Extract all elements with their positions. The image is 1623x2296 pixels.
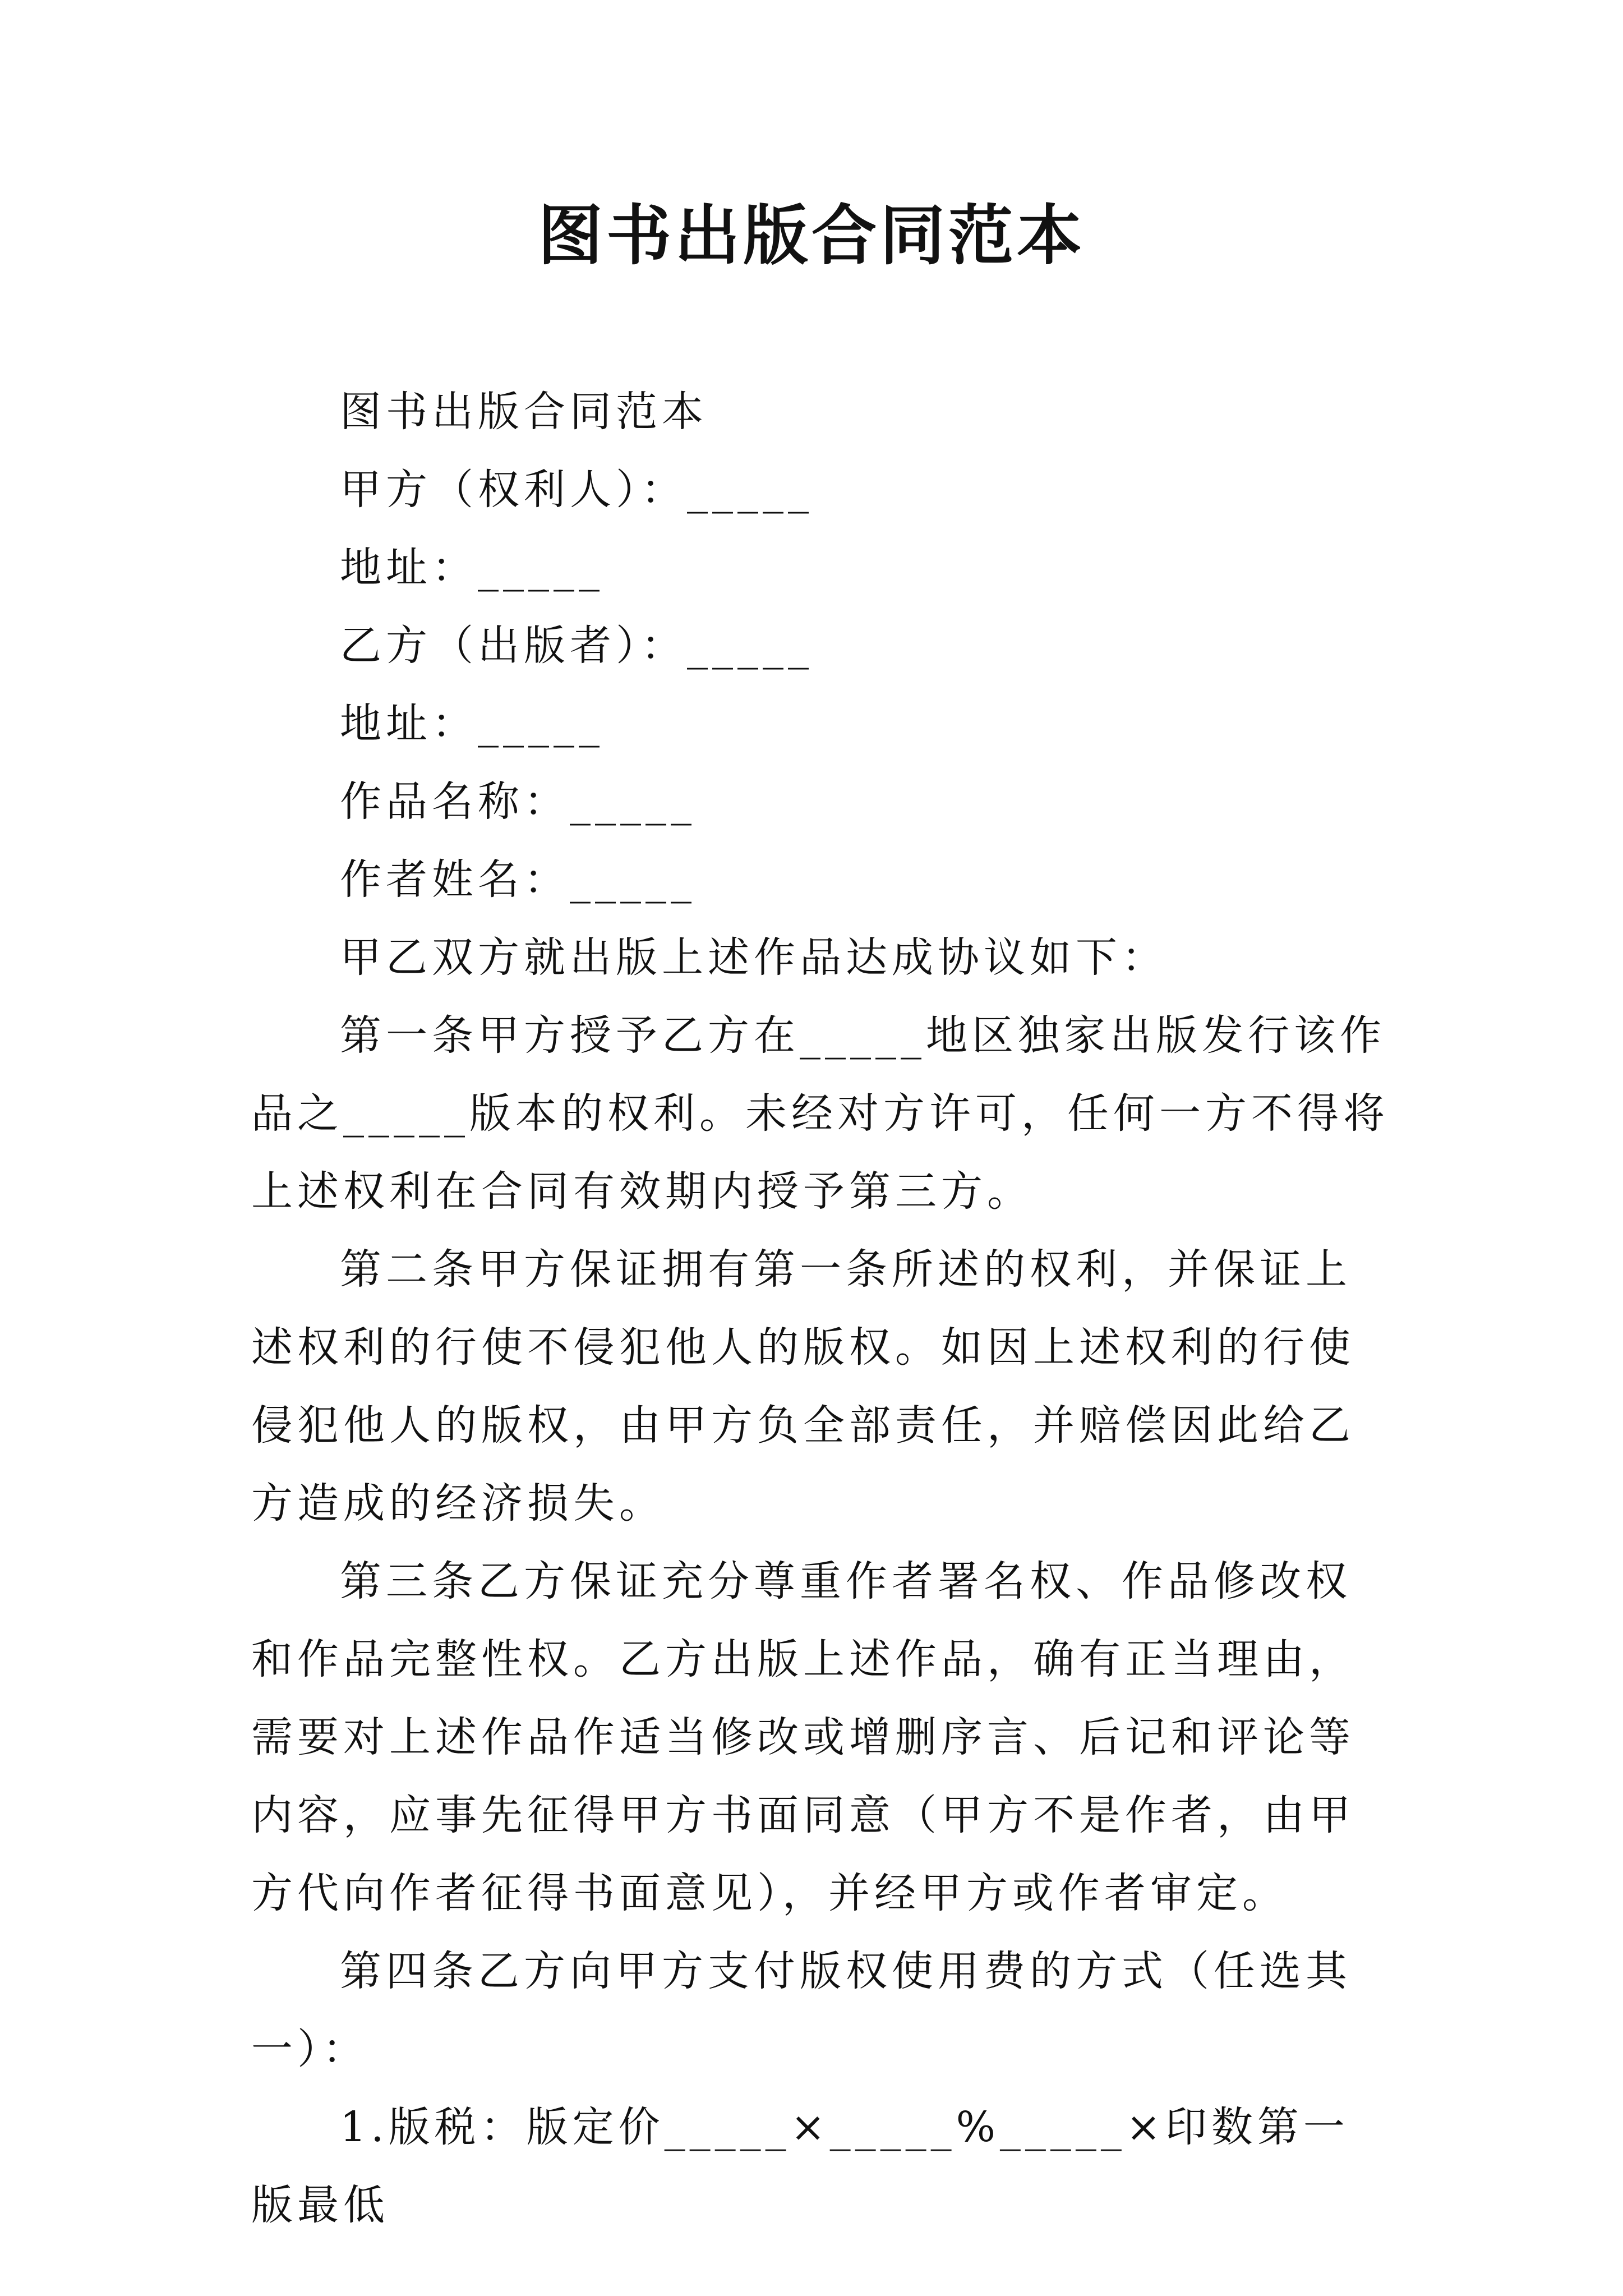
paragraph-heading: 图书出版合同范本	[340, 388, 708, 436]
paragraph-article-4: 第四条乙方向甲方支付版权使用费的方式（任选其一）：	[251, 1947, 1352, 2073]
paragraph-author-name: 作者姓名：_____	[340, 855, 696, 904]
document-title: 图书出版合同范本	[538, 197, 1085, 274]
paragraph-agreement-intro: 甲乙双方就出版上述作品达成协议如下：	[340, 933, 1168, 982]
paragraph-article-2: 第二条甲方保证拥有第一条所述的权利，并保证上述权利的行使不侵犯他人的版权。如因上述权利的行使侵犯他人的版权，由甲方负全部责任，并赔偿因此给乙方造成的经济损失。	[251, 1245, 1355, 1527]
paragraph-party-a: 甲方（权利人）：_____	[340, 466, 813, 514]
paragraph-party-a-address: 地址：_____	[340, 544, 604, 592]
paragraph-party-b: 乙方（出版者）：_____	[340, 622, 813, 670]
paragraph-work-title: 作品名称：_____	[340, 777, 696, 826]
paragraph-article-3: 第三条乙方保证充分尊重作者署名权、作品修改权和作品完整性权。乙方出版上述作品，确有正当理由，需要对上述作品作适当修改或增删序言、后记和评论等内容，应事先征得甲方书面同意（甲方不是作者，由甲方代向作者征得书面意见），并经甲方或作者审定。	[251, 1557, 1355, 1917]
document-body	[251, 373, 1390, 2244]
paragraph-royalty-item-1: 1.版税：版定价_____×_____%_____×印数第一版最低	[251, 2103, 1349, 2229]
paragraph-party-b-address: 地址：_____	[340, 700, 604, 748]
paragraph-article-1: 第一条甲方授予乙方在_____地区独家出版发行该作品之_____版本的权利。未经对方许可，任何一方不得将上述权利在合同有效期内授予第三方。	[251, 1011, 1389, 1216]
